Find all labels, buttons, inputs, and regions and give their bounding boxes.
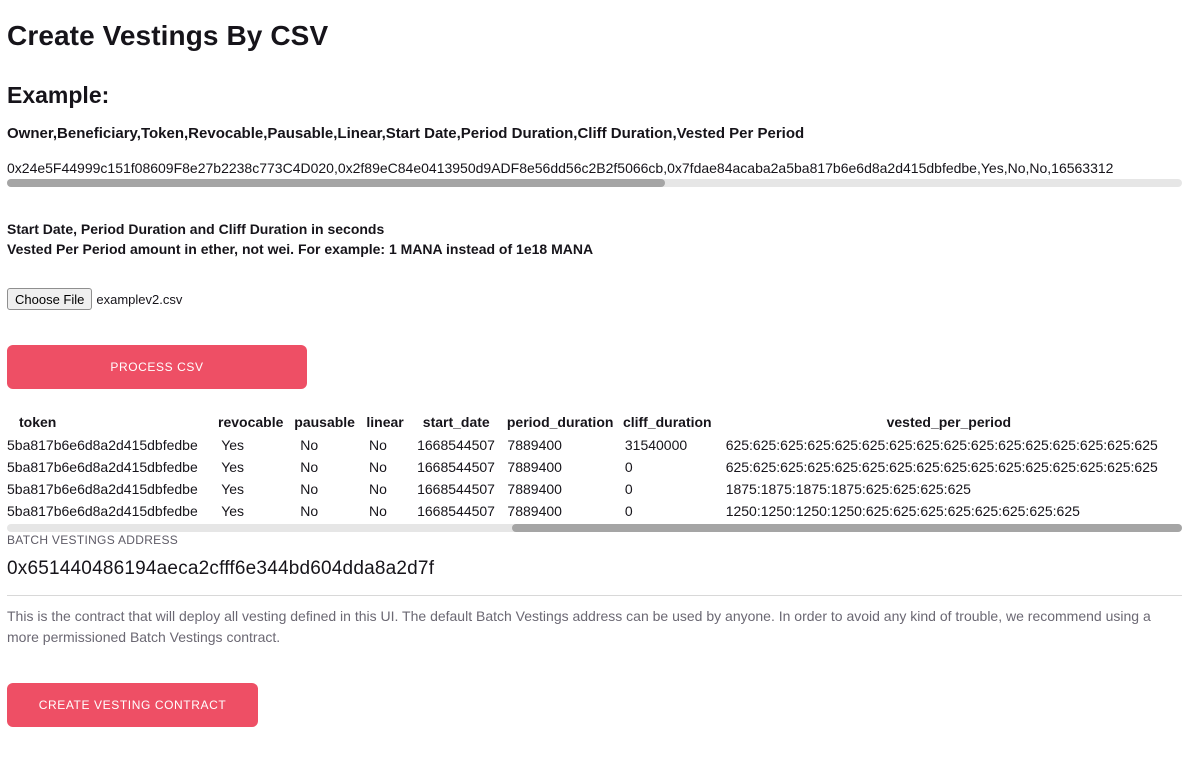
divider [7, 595, 1182, 596]
cell-vested-per-period: 625:625:625:625:625:625:625:625:625:625:625:625:625:625:625:625 [725, 459, 1158, 475]
header-period-duration: period_duration [506, 414, 614, 430]
choose-file-button[interactable]: Choose File [7, 288, 92, 310]
file-input[interactable] [7, 288, 182, 310]
cell-revocable: Yes [221, 437, 245, 453]
table-scrollbar-thumb[interactable] [512, 524, 1182, 532]
cell-vested-per-period: 1250:1250:1250:1250:625:625:625:625:625:625:625:625 [725, 503, 1080, 519]
example-scroll-area[interactable] [7, 158, 1182, 190]
batch-vestings-label: BATCH VESTINGS ADDRESS [7, 533, 179, 547]
cell-start-date: 1668544507 [417, 503, 495, 519]
cell-linear: No [369, 459, 387, 475]
cell-pausable: No [300, 437, 319, 453]
cell-revocable: Yes [221, 459, 245, 475]
header-token: token [19, 414, 57, 430]
example-horizontal-scrollbar[interactable] [7, 179, 1182, 187]
batch-vestings-description: This is the contract that will deploy all vesting defined in this UI. The default Batch Vestings address can be used by anyone. In order to avoid any kind of trouble, we recommend using a more permissioned Batch Vestings contract. [7, 608, 1151, 645]
header-pausable: pausable [294, 414, 355, 430]
process-csv-button[interactable]: PROCESS CSV [7, 345, 307, 389]
cell-period-duration: 7889400 [507, 481, 562, 497]
example-heading: Example: [7, 82, 110, 108]
cell-cliff-duration: 31540000 [624, 437, 688, 453]
cell-token: 5ba817b6e6d8a2d415dbfedbe [7, 459, 198, 475]
cell-cliff-duration: 0 [624, 481, 633, 497]
cell-start-date: 1668544507 [417, 437, 495, 453]
table-row [7, 500, 1180, 522]
vestings-table [7, 410, 1180, 522]
header-linear: linear [366, 414, 404, 430]
example-row: 0x24e5F44999c151f08609F8e27b2238c773C4D020,0x2f89eC84e0413950d9ADF8e56dd56c2B2f5066cb,0x7fdae84acaba2a5ba817b6e6d8a2d415dbfedbe,Yes,No,No,16563312 [7, 160, 1114, 176]
cell-linear: No [369, 437, 387, 453]
table-row [7, 478, 1180, 500]
cell-cliff-duration: 0 [624, 503, 633, 519]
csv-notes [7, 219, 593, 259]
header-vested-per-period: vested_per_period [886, 414, 1012, 430]
cell-vested-per-period: 625:625:625:625:625:625:625:625:625:625:625:625:625:625:625:625 [725, 437, 1158, 453]
cell-cliff-duration: 0 [624, 459, 633, 475]
cell-pausable: No [300, 503, 319, 519]
cell-pausable: No [300, 481, 319, 497]
cell-start-date: 1668544507 [417, 459, 495, 475]
header-revocable: revocable [218, 414, 284, 430]
cell-vested-per-period: 1875:1875:1875:1875:625:625:625:625 [725, 481, 971, 497]
cell-token: 5ba817b6e6d8a2d415dbfedbe [7, 437, 198, 453]
cell-period-duration: 7889400 [507, 437, 562, 453]
cell-revocable: Yes [221, 481, 245, 497]
page-title: Create Vestings By CSV [7, 20, 329, 51]
example-scrollbar-thumb[interactable] [7, 179, 665, 187]
batch-vestings-address: 0x651440486194aeca2cfff6e344bd604dda8a2d7f [7, 558, 435, 579]
table-horizontal-scrollbar[interactable] [7, 524, 1182, 532]
cell-period-duration: 7889400 [507, 459, 562, 475]
cell-linear: No [369, 481, 387, 497]
cell-linear: No [369, 503, 387, 519]
selected-file-name: examplev2.csv [96, 291, 183, 307]
table-header-row [7, 410, 1180, 434]
header-cliff-duration: cliff_duration [622, 414, 712, 430]
cell-pausable: No [300, 459, 319, 475]
cell-token: 5ba817b6e6d8a2d415dbfedbe [7, 503, 198, 519]
table-row [7, 456, 1180, 478]
table-row [7, 434, 1180, 456]
example-columns: Owner,Beneficiary,Token,Revocable,Pausable,Linear,Start Date,Period Duration,Cliff Duration,Vested Per Period [7, 125, 805, 142]
cell-period-duration: 7889400 [507, 503, 562, 519]
note-durations: Start Date, Period Duration and Cliff Duration in seconds [7, 221, 385, 237]
cell-token: 5ba817b6e6d8a2d415dbfedbe [7, 481, 198, 497]
note-amount: Vested Per Period amount in ether, not wei. For example: 1 MANA instead of 1e18 MANA [7, 241, 594, 257]
create-vesting-contract-button[interactable]: CREATE VESTING CONTRACT [7, 683, 258, 727]
cell-revocable: Yes [221, 503, 245, 519]
header-start-date: start_date [422, 414, 490, 430]
vestings-table-scroll-area[interactable] [7, 410, 1182, 534]
cell-start-date: 1668544507 [417, 481, 495, 497]
